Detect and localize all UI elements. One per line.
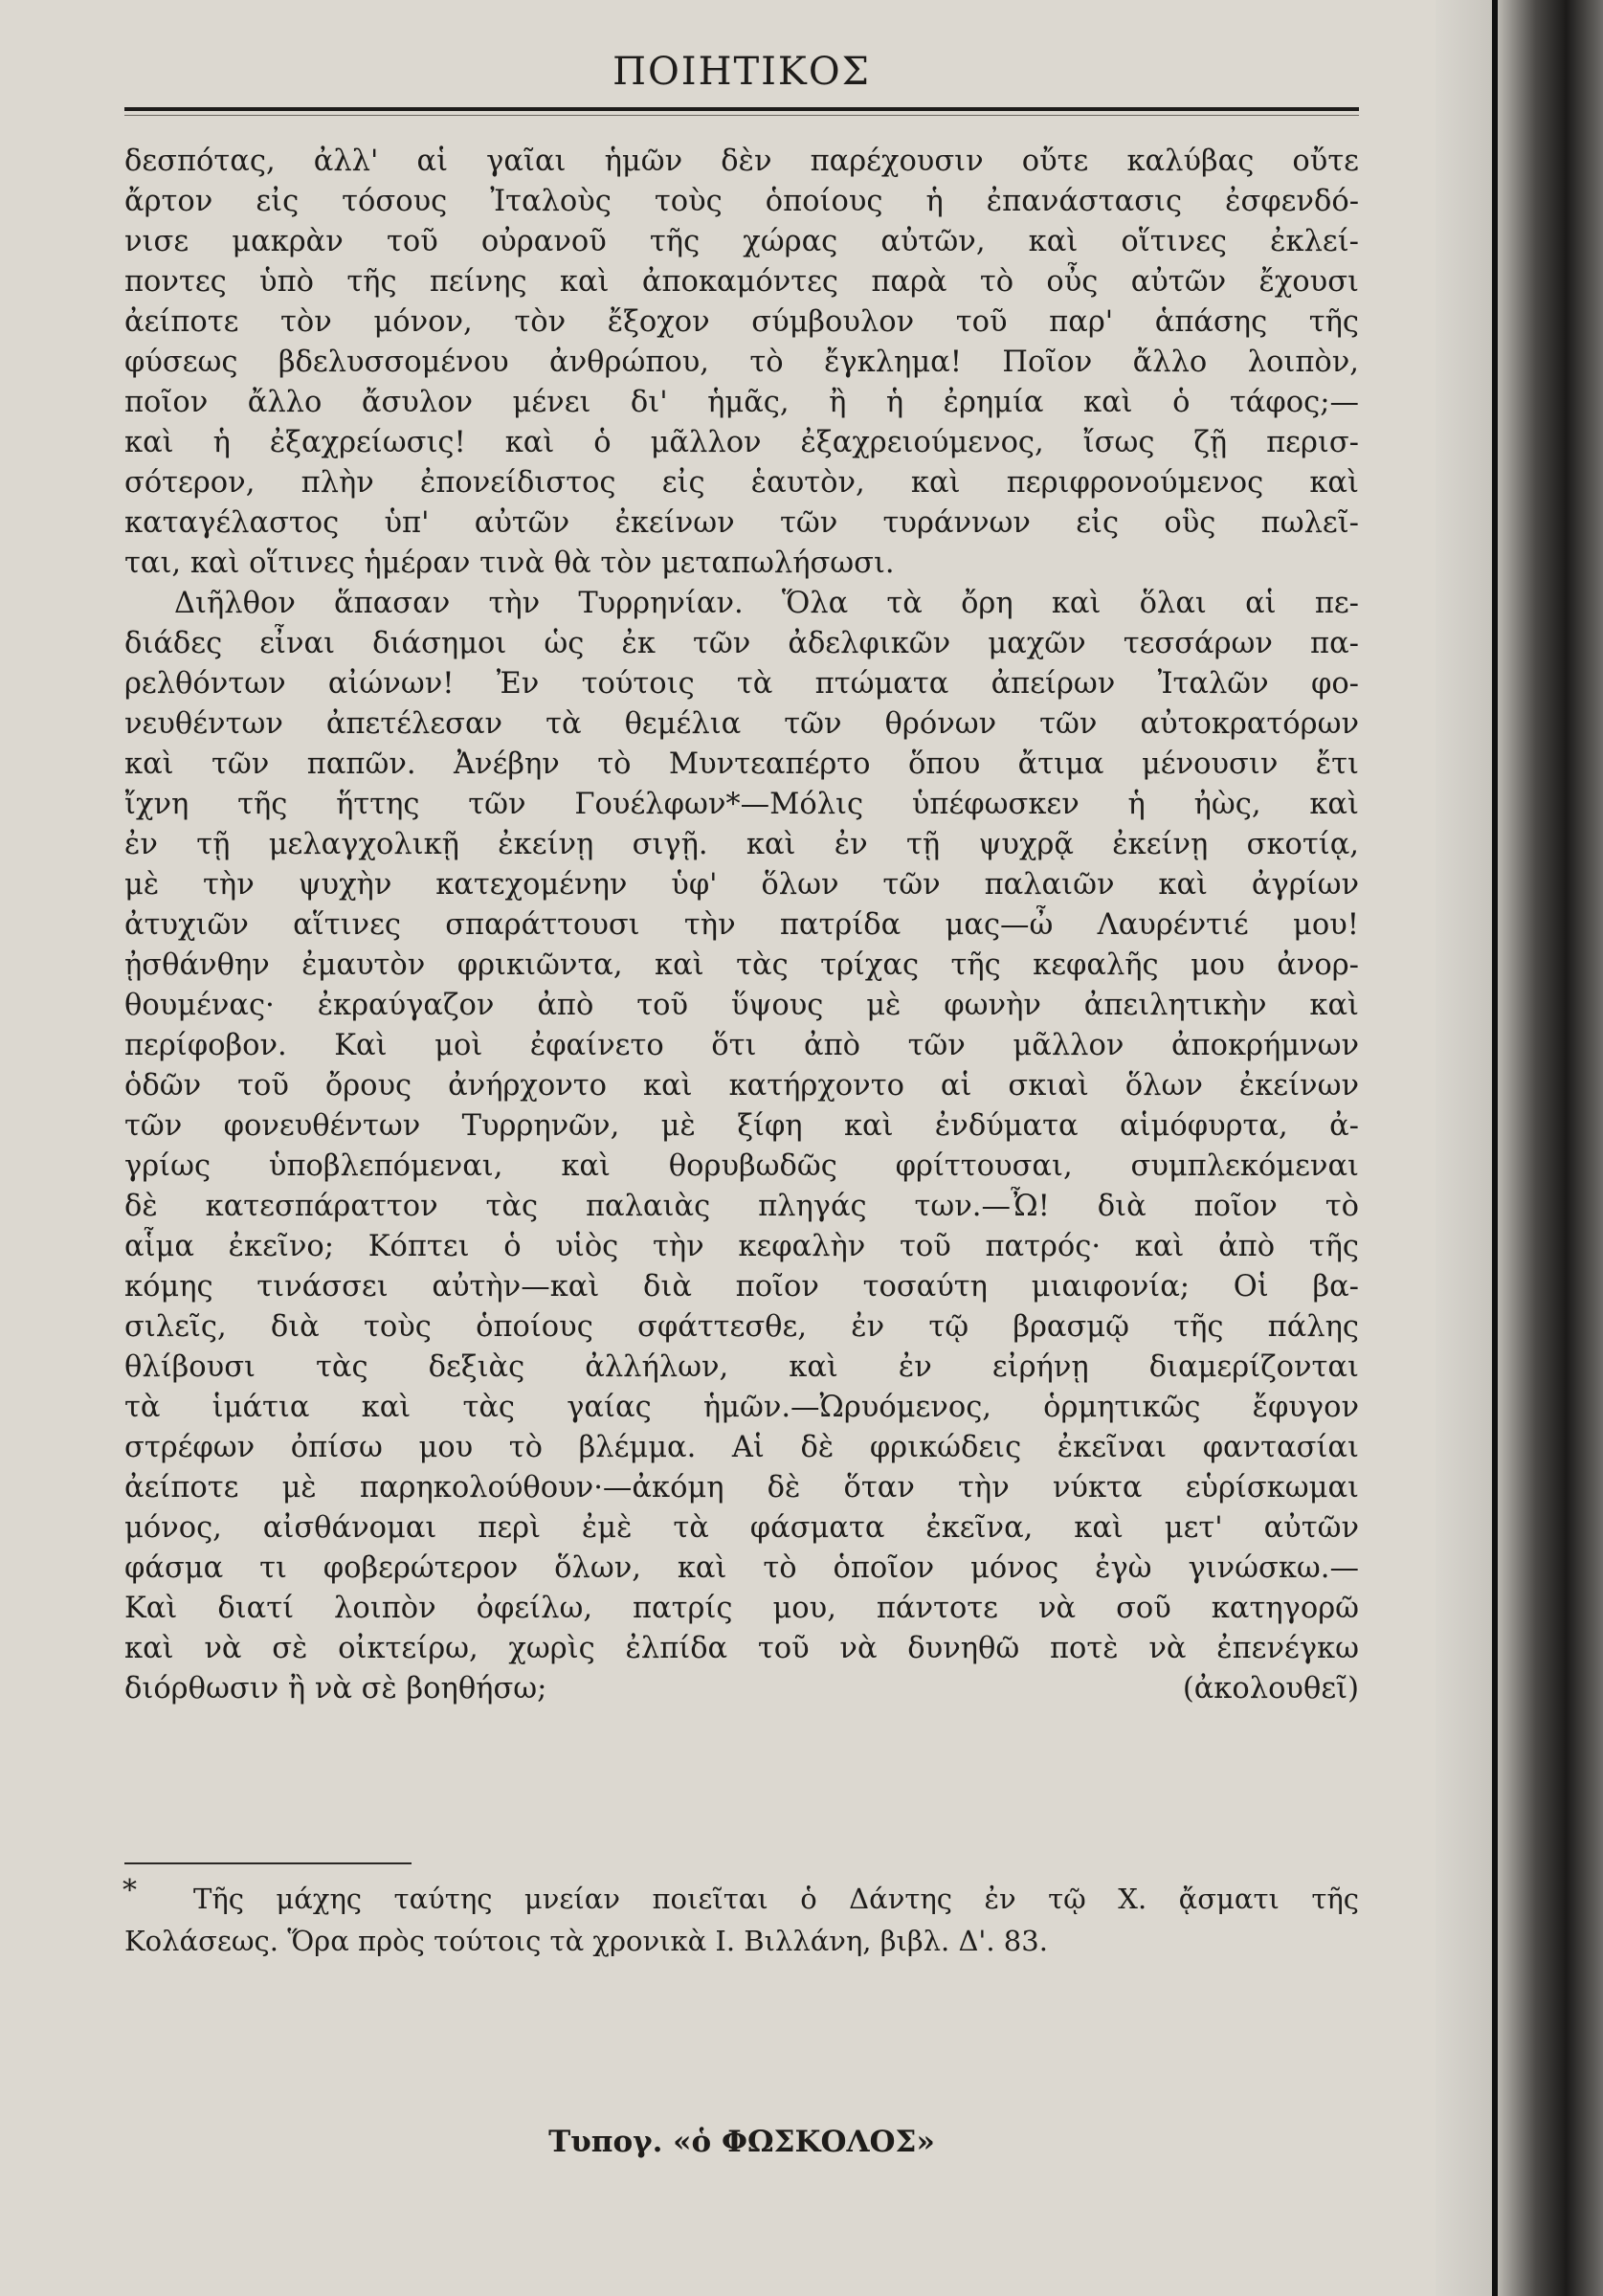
text-line: ἀείποτε μὲ παρηκολούθουν·—ἀκόμη δὲ ὅταν τὴν νύκτα εὑρίσκωμαι <box>124 1471 1359 1505</box>
text-line: τῶν φονευθέντων Τυρρηνῶν, μὲ ξίφη καὶ ἐνδύματα αἱμόφυρτα, ἀ- <box>124 1109 1359 1143</box>
text-line: Καὶ διατί λοιπὸν ὀφείλω, πατρίς μου, πάντοτε νὰ σοῦ κατηγορῶ <box>124 1592 1359 1625</box>
text-line: θουμένας· ἐκραύγαζον ἀπὸ τοῦ ὕψους μὲ φωνὴν ἀπειλητικὴν καὶ <box>124 989 1359 1022</box>
text-line: ἴχνη τῆς ἥττης τῶν Γουέλφων*—Μόλις ὑπέφωσκεν ἡ ἠὼς, καὶ <box>124 788 1359 821</box>
text-line: σότερον, πλὴν ἐπονείδιστος εἰς ἑαυτὸν, καὶ περιφρονούμενος καὶ <box>124 466 1359 500</box>
text-line: ἐν τῇ μελαγχολικῇ ἐκείνῃ σιγῇ. καὶ ἐν τῇ ψυχρᾷ ἐκείνῃ σκοτίᾳ, <box>124 828 1359 861</box>
text-line: καταγέλαστος ὑπ' αὐτῶν ἐκείνων τῶν τυράννων εἰς οὓς πωλεῖ- <box>124 506 1359 540</box>
text-line: νισε μακρὰν τοῦ οὐρανοῦ τῆς χώρας αὐτῶν, καὶ οἵτινες ἐκλεί- <box>124 225 1359 258</box>
text-line: δὲ κατεσπάραττον τὰς παλαιὰς πληγάς των.—Ὦ! διὰ ποῖον τὸ <box>124 1190 1359 1223</box>
text-line: περίφοβον. Καὶ μοὶ ἐφαίνετο ὅτι ἀπὸ τῶν μᾶλλον ἀποκρήμνων <box>124 1029 1359 1062</box>
spine-edge <box>1492 0 1498 2296</box>
text-line: ἄρτον εἰς τόσους Ἰταλοὺς τοὺς ὁποίους ἡ ἐπανάστασις ἐσφενδό- <box>124 185 1359 218</box>
text-line: δεσπότας, ἀλλ' αἱ γαῖαι ἡμῶν δὲν παρέχουσιν οὔτε καλύβας οὔτε <box>124 145 1359 178</box>
paragraph-start-line: Διῆλθον ἅπασαν τὴν Τυρρηνίαν. Ὅλα τὰ ὄρη καὶ ὅλαι αἱ πε- <box>174 587 1359 620</box>
body-text <box>124 142 1359 1709</box>
text-line: ᾐσθάνθην ἐμαυτὸν φρικιῶντα, καὶ τὰς τρίχας τῆς κεφαλῆς μου ἀνορ- <box>124 948 1359 982</box>
last-line: διόρθωσιν ἢ νὰ σὲ βοηθήσω; <box>124 1672 547 1705</box>
text-line: κόμης τινάσσει αὐτὴν—καὶ διὰ ποῖον τοσαύτη μιαιφονία; Οἱ βα- <box>124 1270 1359 1304</box>
printer-imprint: Τυπογ. «ὁ ΦΩΣΚΟΛΟΣ» <box>548 2125 935 2159</box>
footnote <box>122 1874 1359 1962</box>
running-head: ΠΟΙΗΤΙΚΟΣ <box>612 50 871 94</box>
text-line: ποῖον ἄλλο ἄσυλον μένει δι' ἡμᾶς, ἢ ἡ ἐρημία καὶ ὁ τάφος;— <box>124 386 1359 419</box>
header-rule <box>124 107 1359 111</box>
text-line: καὶ νὰ σὲ οἰκτείρω, χωρὶς ἐλπίδα τοῦ νὰ δυνηθῶ ποτὲ νὰ ἐπενέγκω <box>124 1632 1359 1665</box>
text-line: ὁδῶν τοῦ ὄρους ἀνήρχοντο καὶ κατήρχοντο αἱ σκιαὶ ὅλων ἐκείνων <box>124 1069 1359 1103</box>
text-line: γρίως ὑποβλεπόμεναι, καὶ θορυβωδῶς φρίττουσαι, συμπλεκόμεναι <box>124 1149 1359 1183</box>
text-line: σιλεῖς, διὰ τοὺς ὁποίους σφάττεσθε, ἐν τῷ βρασμῷ τῆς πάλης <box>124 1310 1359 1344</box>
header-rule-thin <box>124 115 1359 116</box>
footnote-line: Τῆς μάχης ταύτης μνείαν ποιεῖται ὁ Δάντης ἐν τῷ Χ. ᾄσματι τῆς <box>193 1883 1359 1915</box>
text-line: φύσεως βδελυσσομένου ἀνθρώπου, τὸ ἔγκλημα! Ποῖον ἄλλο λοιπὸν, <box>124 346 1359 379</box>
footnote-rule <box>124 1862 412 1864</box>
footnote-marker: * <box>122 1874 137 1907</box>
text-line: ρελθόντων αἰώνων! Ἐν τούτοις τὰ πτώματα ἀπείρων Ἰταλῶν φο- <box>124 667 1359 701</box>
text-line: ἀείποτε τὸν μόνον, τὸν ἔξοχον σύμβουλον τοῦ παρ' ἁπάσης τῆς <box>124 305 1359 339</box>
text-line: διάδες εἶναι διάσημοι ὡς ἐκ τῶν ἀδελφικῶν μαχῶν τεσσάρων πα- <box>124 627 1359 660</box>
text-line: ποντες ὑπὸ τῆς πείνης καὶ ἀποκαμόντες παρὰ τὸ οὖς αὐτῶν ἔχουσι <box>124 265 1359 299</box>
footnote-line: Κολάσεως. Ὅρα πρὸς τούτοις τὰ χρονικὰ Ι. Βιλλάνη, βιβλ. Δ'. 83. <box>124 1925 1048 1957</box>
text-line: νευθέντων ἀπετέλεσαν τὰ θεμέλια τῶν θρόνων τῶν αὐτοκρατόρων <box>124 707 1359 741</box>
text-line: φάσμα τι φοβερώτερον ὅλων, καὶ τὸ ὁποῖον μόνος ἐγὼ γινώσκω.— <box>124 1551 1359 1585</box>
text-line: θλίβουσι τὰς δεξιὰς ἀλλήλων, καὶ ἐν εἰρήνῃ διαμερίζονται <box>124 1350 1359 1384</box>
text-line: μόνος, αἰσθάνομαι περὶ ἐμὲ τὰ φάσματα ἐκεῖνα, καὶ μετ' αὐτῶν <box>124 1511 1359 1545</box>
continuation-note: (ἀκολουθεῖ) <box>1182 1672 1359 1705</box>
text-line: μὲ τὴν ψυχὴν κατεχομένην ὑφ' ὅλων τῶν παλαιῶν καὶ ἀγρίων <box>124 868 1359 902</box>
text-line: καὶ τῶν παπῶν. Ἀνέβην τὸ Μυντεαπέρτο ὅπου ἄτιμα μένουσιν ἔτι <box>124 747 1359 781</box>
text-line: ἀτυχιῶν αἵτινες σπαράττουσι τὴν πατρίδα μας—ὦ Λαυρέντιέ μου! <box>124 908 1359 942</box>
text-line: στρέφων ὀπίσω μου τὸ βλέμμα. Αἱ δὲ φρικώδεις ἐκεῖναι φαντασίαι <box>124 1431 1359 1464</box>
paragraph-end-line: ται, καὶ οἵτινες ἡμέραν τινὰ θὰ τὸν μεταπωλήσωσι. <box>124 546 895 580</box>
text-line: καὶ ἡ ἐξαχρείωσις! καὶ ὁ μᾶλλον ἐξαχρειούμενος, ἴσως ζῇ περισ- <box>124 426 1359 459</box>
text-line: αἷμα ἐκεῖνο; Κόπτει ὁ υἱὸς τὴν κεφαλὴν τοῦ πατρός· καὶ ἀπὸ τῆς <box>124 1230 1359 1263</box>
book-spine <box>1436 0 1603 2296</box>
text-line: τὰ ἱμάτια καὶ τὰς γαίας ἡμῶν.—Ὠρυόμενος, ὁρμητικῶς ἔφυγον <box>124 1391 1359 1424</box>
closing-line <box>124 1669 1359 1709</box>
